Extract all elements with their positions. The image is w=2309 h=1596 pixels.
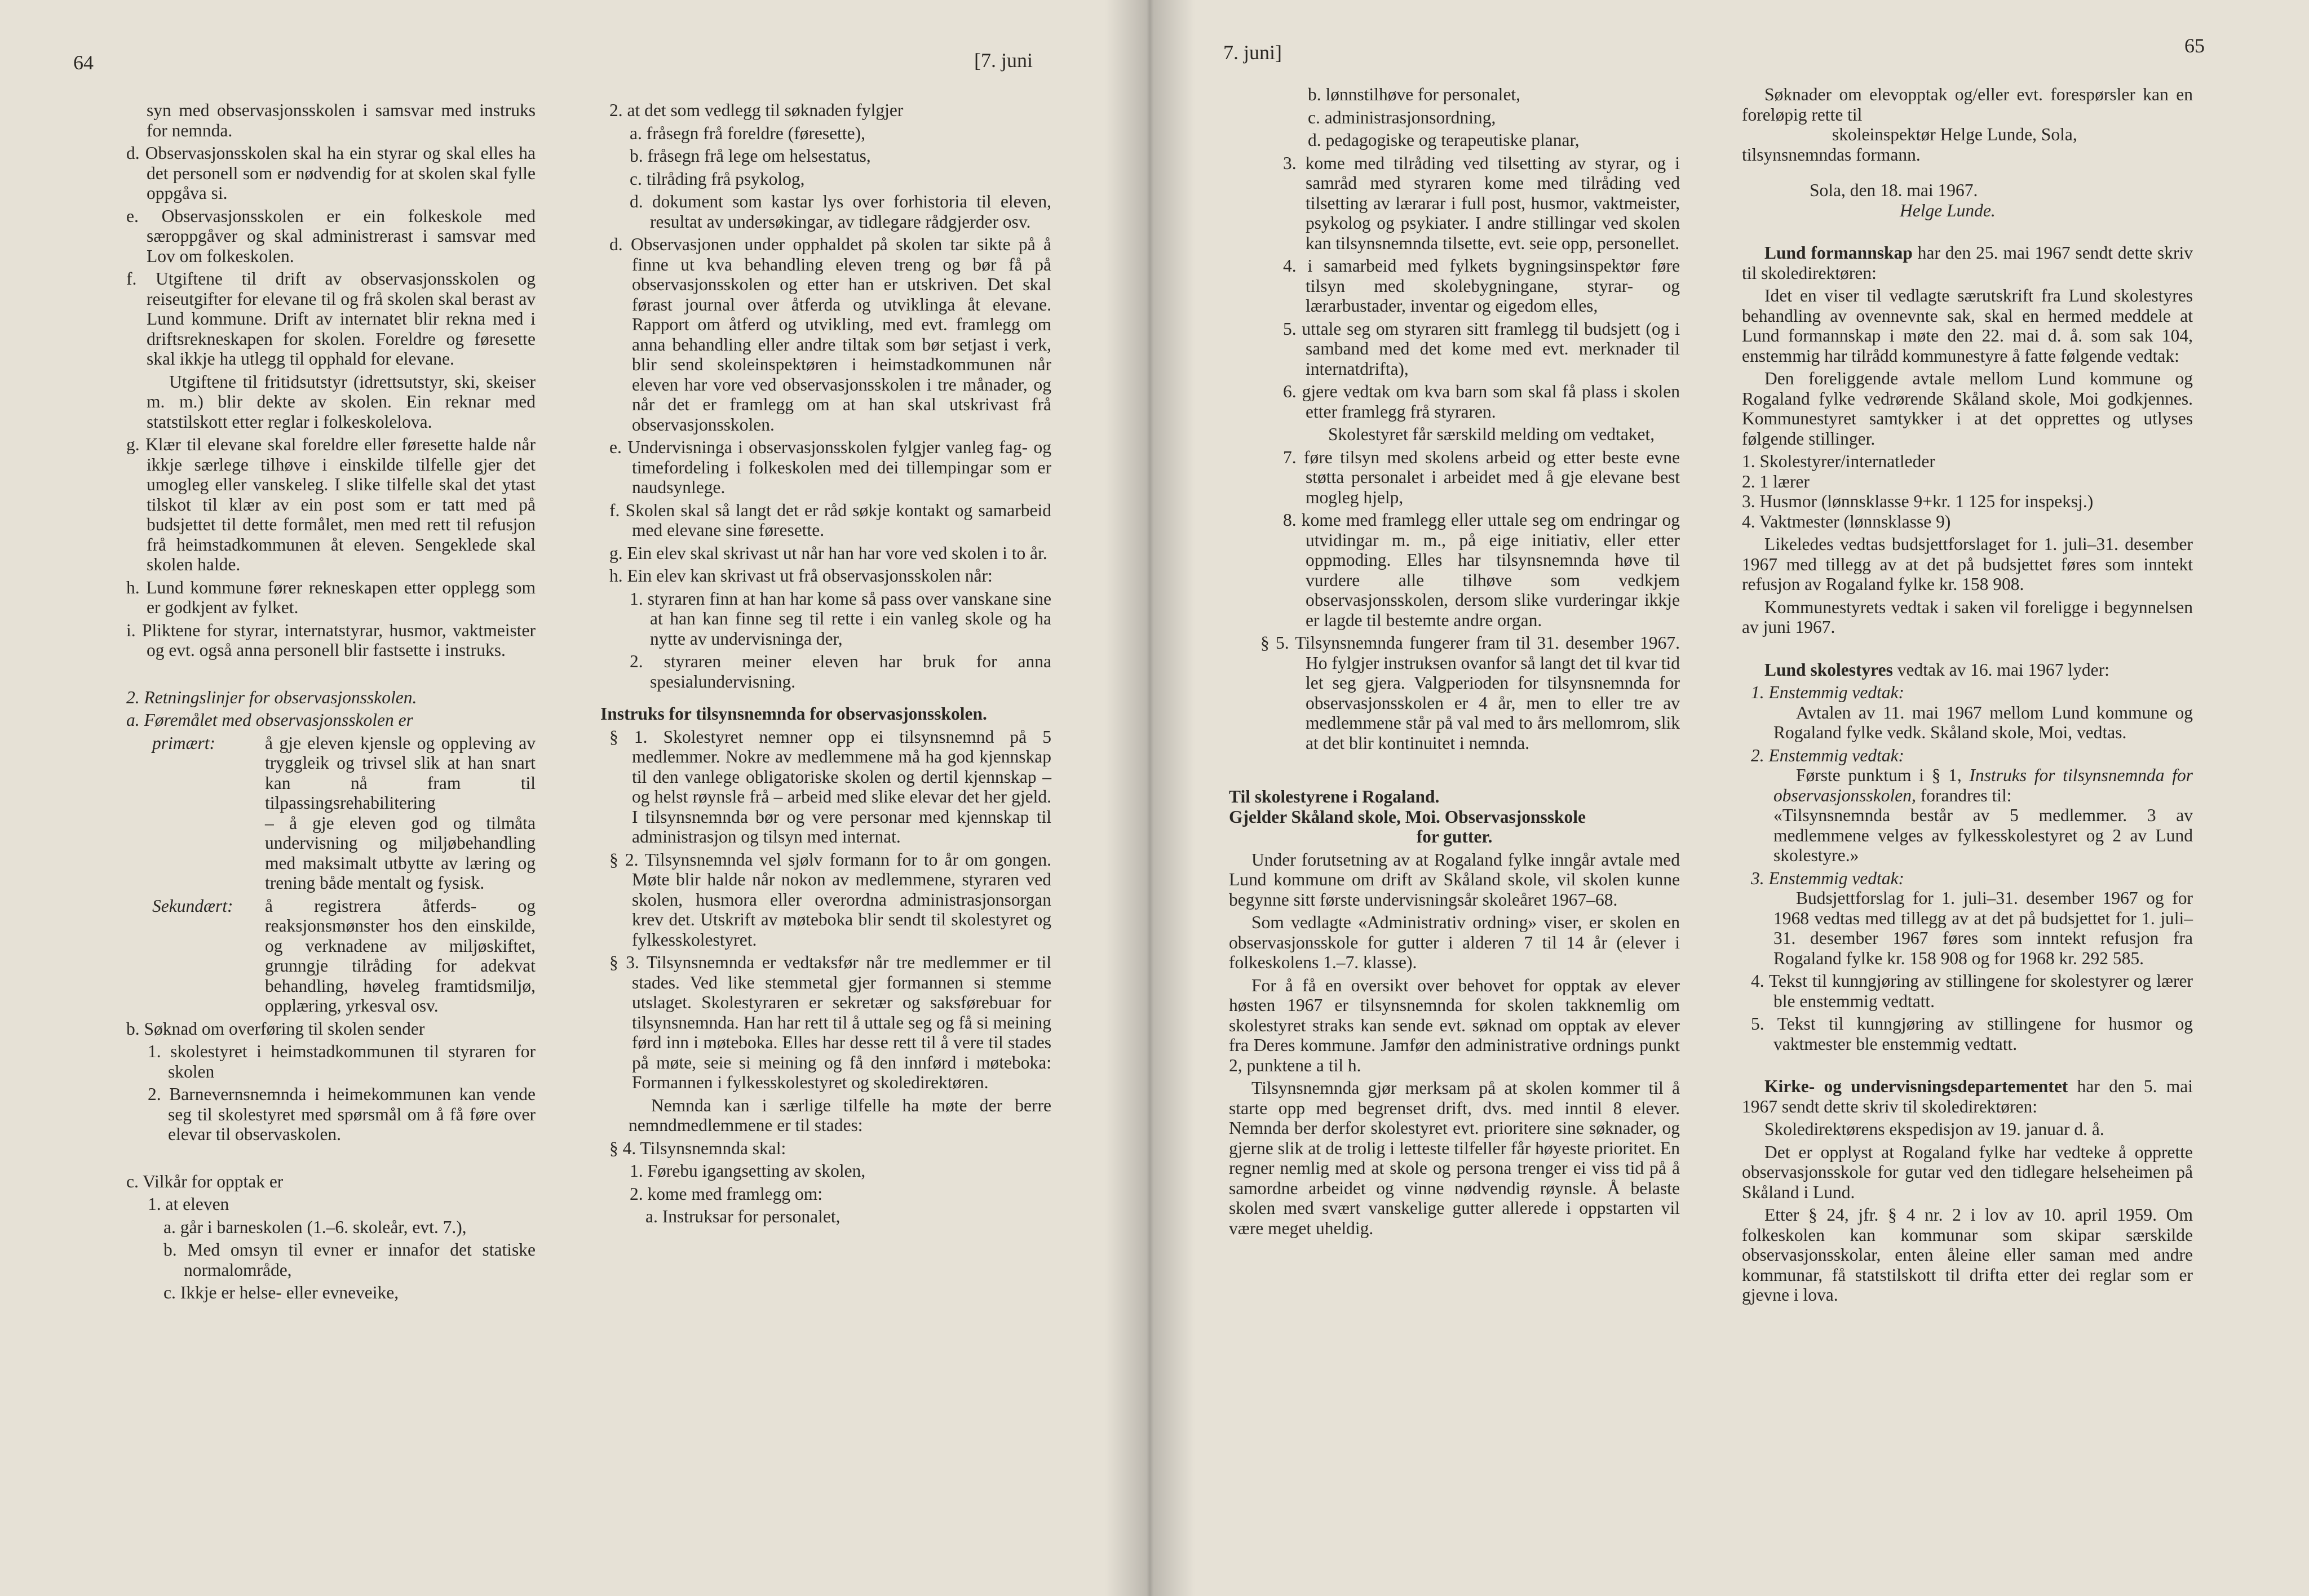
paragraph: Etter § 24, jfr. § 4 nr. 2 i lov av 10. april 1959. Om folkeskolen kan kommunar som skipar særskilde observasjonsskolar, enten åleine eller saman med andre kommunar, få statstilskott til drifta etter dei reglar som er gjevne i lova.: [1742, 1205, 2193, 1305]
list-item: a. Føremålet med observasjonsskolen er: [126, 710, 413, 730]
paragraph-lead: Lund formannskap: [1764, 243, 1913, 263]
list-item: 1. at eleven: [148, 1194, 229, 1214]
paragraph: § 2. Tilsynsnemnda vel sjølv formann for to år om gongen. Møte blir halde når nokon av medlemmene, styraren ved skolen, husmora eller overordna administrasjonsorgan krev det. Utskrift av møteboka blir sendt til skolestyret og fylkesskolestyret.: [609, 849, 1051, 950]
definition-text: å registrera åtferds- og reaksjonsmønster hos den einskilde, og verknadene av miljøskiftet, grunngje tilråding for adekvat behandling, høveleg framtidsmiljø, opplæring, yrkesval osv.: [265, 895, 536, 1016]
paragraph-text: Første punktum i § 1,: [1796, 765, 1962, 785]
list-item: 1. styraren finn at han har kome så pass over vanskane sine at han kan finne seg til rette i ein vanleg skole og ha nytte av undervisninga der,: [630, 588, 1051, 649]
paragraph: § 3. Tilsynsnemnda er vedtaksfør når tre medlemmer er til stades. Ved like stemmetal gjer formannen si stemme utslaget. Skolestyraren er sekretær og saksførebuar for tilsynsnemnda. Han har rett til å uttale seg og få si meining førd inn i møteboka. Elles har desse rett til å vere til stades på møte, seie si meining og få den innførd i møteboka: Formannen i fylkesskolestyret og skoledirektøren.: [609, 952, 1051, 1092]
list-item: d. Observasjonen under opphaldet på skolen tar sikte på å finne ut kva behandling eleven treng og bør få på observasjonsskolen og etter han er utskriven. Det skal førast journal over åtferda og utviklinga åt elevane. Rapport om åtferd og utvikling, med evt. framlegg om anna behandling eller andre tiltak som bør setjast i verk, blir send skoleinspektøren i heimstadkommunen når eleven har vore ved observasjonsskolen i tre månader, og når det er framlegg om at han skal utskrivast frå observasjonsskolen.: [609, 234, 1051, 435]
paragraph: § 1. Skolestyret nemner opp ei tilsynsnemnd på 5 medlemmer. Nokre av medlemmene må ha god kjennskap til den vanlege obligatoriske skolen og dertil kjennskap – og helst røynsle frå – arbeid med slike elevar det her gjeld. I tilsynsnemnda bør og vere personar med kjennskap til administrasjon og tilsyn med internat.: [609, 726, 1051, 846]
section-heading: 2. Retningslinjer for observasjonsskolen.: [126, 687, 417, 707]
paragraph-text: har den 5. mai 1967 sendt dette skriv til skoledirektøren:: [1742, 1076, 2193, 1116]
list-item: d. pedagogiske og terapeutiske planar,: [1308, 130, 1580, 150]
paragraph-text: har den 25. mai 1967 sendt dette skriv til skoledirektøren:: [1742, 243, 2193, 283]
definition-term: Sekundært:: [152, 895, 233, 916]
list-item: c. Ikkje er helse- eller evneveike,: [163, 1283, 399, 1302]
list-item: g. Ein elev skal skrivast ut når han har vore ved skolen i to år.: [609, 543, 1047, 563]
list-item: 3. Enstemmig vedtak:: [1751, 868, 1905, 888]
definition-text: [265, 733, 536, 893]
paragraph: Under forutsetning av at Rogaland fylke inngår avtale med Lund kommune om drift av Skåland skole, vil skolen kunne begynne sitt første undervisningsår skoleåret 1967–68.: [1229, 849, 1680, 910]
paragraph: [1742, 243, 2193, 283]
paragraph-lead: Kirke- og undervisningsdepartementet: [1764, 1076, 2068, 1096]
left-page: [0, 0, 1150, 1596]
list-item: f. Skolen skal så langt det er råd søkje kontakt og samarbeid med elevane sine føresette.: [609, 500, 1051, 540]
list-item: 2. styraren meiner eleven har bruk for anna spesialundervisning.: [630, 651, 1051, 691]
list-item: 2. 1 lærer: [1742, 471, 1810, 491]
list-item: 4. Vaktmester (lønnsklasse 9): [1742, 511, 1951, 531]
list-item: 7. føre tilsyn med skolens arbeid og etter beste evne støtta personalet i arbeidet med å gje elevane best mogleg hjelp,: [1283, 447, 1680, 507]
list-item: 2. Enstemmig vedtak:: [1751, 745, 1905, 765]
paragraph: [1742, 1076, 2193, 1116]
definition-primary: [118, 733, 536, 893]
paragraph: § 5. Tilsynsnemnda fungerer fram til 31. desember 1967. Ho fylgjer instruksen ovanfor så langt det til kvar tid let seg gjera. Valgperioden for tilsynsnemnda for observasjonsskolen er 4 år, men to eller tre av medlemmene står på val med to års mellomrom, slik at det blir kontinuitet i nemnda.: [1260, 633, 1680, 753]
list-item: a. går i barneskolen (1.–6. skoleår, evt. 7.),: [163, 1217, 467, 1237]
running-head: [7. juni: [974, 49, 1033, 72]
list-item: 1. Enstemmig vedtak:: [1751, 682, 1905, 702]
definition-line: å gje eleven kjensle og oppleving av tryggleik og trivsel slik at han snart kan nå fram til tilpassingsrehabilitering: [265, 733, 536, 813]
list-item: 5. Tekst til kunngjøring av stillingene for husmor og vaktmester ble enstemmig vedtatt.: [1751, 1014, 2193, 1054]
address-line: tilsynsnemndas formann.: [1742, 144, 1921, 165]
right-page-column-2: [1742, 85, 2193, 1308]
paragraph: «Tilsynsnemnda består av 5 medlemmer. 3 av medlemmene velges av fylkesskolestyret og 2 av Lund skolestyre.»: [1773, 805, 2193, 865]
list-item: b. Søknad om overføring til skolen sender: [126, 1018, 425, 1039]
list-item: f. Utgiftene til drift av observasjonsskolen og reiseutgifter for elevane til og frå skolen skal berast av Lund kommune. Drift av internatet blir rekna med i driftsrekneskapen for skolen. Foreldre og føresette skal ikkje ha utlegg til opphald for elevane.: [126, 269, 536, 369]
paragraph: [1742, 765, 2193, 805]
paragraph: Kommunestyrets vedtak i saken vil foreligge i begynnelsen av juni 1967.: [1742, 597, 2193, 637]
list-item: 1. skolestyret i heimstadkommunen til styraren for skolen: [148, 1041, 536, 1081]
paragraph-lead: Lund skolestyres: [1764, 659, 1893, 680]
paragraph: Som vedlagte «Administrativ ordning» viser, er skolen en observasjonsskole for gutter i alderen 7 til 14 år (elever i folkeskolens 1.–7. klasse).: [1229, 912, 1680, 972]
section-heading: for gutter.: [1416, 827, 1493, 846]
paragraph-text: forandres til:: [1920, 785, 2012, 805]
list-item: 2. Barnevernsnemnda i heimekommunen kan vende seg til skolestyret med spørsmål om å få føre over elevar til observaskolen.: [148, 1084, 536, 1144]
list-item: b. Med omsyn til evner er innafor det statiske normalområde,: [163, 1240, 536, 1280]
list-item: 5. uttale seg om styraren sitt framlegg til budsjett (og i samband med det kome med evt. merknader til internatdrifta),: [1283, 318, 1680, 379]
list-item: 6. gjere vedtak om kva barn som skal få plass i skolen etter framlegg frå styraren.: [1283, 382, 1680, 422]
page-number: 64: [73, 51, 94, 74]
paragraph: Nemnda kan i særlige tilfelle ha møte der berre nemndmedlemmene er til stades:: [629, 1095, 1051, 1135]
definition-term: primært:: [152, 733, 216, 753]
definition-line: – å gje eleven god og tilmåta undervisning og miljøbehandling med maksimalt utbytte av læring og trening både mentalt og fysisk.: [265, 813, 536, 893]
paragraph: Avtalen av 11. mai 1967 mellom Lund kommune og Rogaland fylke vedk. Skåland skole, Moi, vedtas.: [1773, 702, 2193, 742]
paragraph: [1742, 660, 2193, 680]
paragraph: Det er opplyst at Rogaland fylke har vedteke å opprette observasjonsskole for gutar ved den tidlegare helseheimen på Skåland i Lund.: [1742, 1142, 2193, 1202]
section-heading: Gjelder Skåland skole, Moi. Observasjonsskole: [1229, 806, 1586, 827]
list-item: h. Lund kommune fører rekneskapen etter opplegg som er godkjent av fylket.: [126, 577, 536, 617]
paragraph-text: vedtak av 16. mai 1967 lyder:: [1897, 659, 2109, 680]
list-item: c. tilråding frå psykolog,: [630, 169, 805, 189]
paragraph: Søknader om elevopptak og/eller evt. forespørsler kan en foreløpig rette til: [1742, 85, 2193, 125]
list-item: h. Ein elev kan skrivast ut frå observasjonsskolen når:: [609, 566, 993, 586]
paragraph: Budsjettforslag for 1. juli–31. desember 1967 og for 1968 vedtas med tillegg av at det på budsjettet for 1. juli–31. desember 1967 føres som inntekt refusjon fra Rogaland fylke kr. 158 908 og for 1968 kr. 292 585.: [1773, 888, 2193, 968]
paragraph: syn med observasjonsskolen i samsvar med instruks for nemnda.: [147, 100, 536, 140]
list-item: i. Pliktene for styrar, internatstyrar, husmor, vaktmeister og evt. også anna personell blir fastsette i instruks.: [126, 620, 536, 660]
list-item: 4. Tekst til kunngjøring av stillingene for skolestyrer og lærer ble enstemmig vedtatt.: [1751, 971, 2193, 1011]
paragraph: Skolestyret får særskild melding om vedtaket,: [1328, 424, 1655, 444]
list-item: d. Observasjonsskolen skal ha ein styrar og skal elles ha det personell som er nødvendig for at skolen skal fylle oppgåva si.: [126, 143, 536, 203]
list-item: 8. kome med framlegg eller uttale seg om endringar og utvidingar m. m., på eige initiativ, eller etter oppmoding. Elles har tilsynsnemnda høve til vurdere alle tilhøve som vedkjem observasjonsskolen, dersom slike vurderingar ikkje er lagde til bestemte andre organ.: [1283, 510, 1680, 630]
page-number: 65: [2184, 34, 2205, 57]
paragraph: Likeledes vedtas budsjettforslaget for 1. juli–31. desember 1967 med tillegg av at det på budsjettet føres som inntekt refusjon av Rogaland fylke kr. 158 908.: [1742, 534, 2193, 594]
paragraph: Idet en viser til vedlagte særutskrift fra Lund skolestyres behandling av ovennevnte sak, skal en hermed meddele at Lund formannskap i møte den 22. mai d. å. som sak 104, enstemmig har tilrådd kommunestyre å fatte følgende vedtak:: [1742, 286, 2193, 366]
list-item: a. Instruksar for personalet,: [645, 1207, 841, 1226]
left-page-column-2: [600, 100, 1051, 1230]
list-item: 3. Husmor (lønnsklasse 9+kr. 1 125 for inspeksj.): [1742, 491, 2094, 511]
list-item: c. Vilkår for opptak er: [126, 1171, 284, 1191]
paragraph: Skoledirektørens ekspedisjon av 19. januar d. å.: [1764, 1119, 2104, 1139]
paragraph-emphasis: Instruks for tilsynsnemnda for observasjonsskolen,: [1773, 765, 2193, 805]
paragraph: For å få en oversikt over behovet for opptak av elever høsten 1967 er tilsynsnemnda for skolen takknemlig om skolestyret straks kan sende evt. søknad om opptak av elever fra Deres kommune. Jamfør den administrative ordnings punkt 2, punktene a til h.: [1229, 975, 1680, 1075]
address-line: skoleinspektør Helge Lunde, Sola,: [1832, 125, 2077, 144]
list-item: b. lønnstilhøve for personalet,: [1308, 85, 1521, 104]
list-item: e. Undervisninga i observasjonsskolen fylgjer vanleg fag- og timefordeling i folkeskolen med dei tillempingar som er naudsynlege.: [609, 437, 1051, 497]
signature: Helge Lunde.: [1900, 200, 1996, 220]
list-item: 1. Førebu igangsetting av skolen,: [630, 1161, 866, 1181]
definition-secondary: [118, 896, 536, 1016]
right-page-column-1: [1229, 85, 1680, 1241]
list-item: b. fråsegn frå lege om helsestatus,: [630, 146, 871, 166]
list-item: g. Klær til elevane skal foreldre eller føresette halde når ikkje særlege tilhøve i einskilde tilfelle gjer det umogleg eller vanskeleg. I slike tilfelle skal det ytast tilskot til klær av ein post som er tatt med på budsjettet til dette formålet, men med rett til refusjon frå heimstadkommunen åt eleven. Sengeklede skal skolen halde.: [126, 435, 536, 574]
list-item: d. dokument som kastar lys over forhistoria til eleven, resultat av undersøkingar, av tidlegare rådgjerder osv.: [630, 192, 1051, 232]
paragraph: Den foreliggende avtale mellom Lund kommune og Rogaland fylke vedrørende Skåland skole, Moi godkjennes. Kommunestyret samtykker i at det opprettes og utlyses følgende stillinger.: [1742, 369, 2193, 449]
running-head: 7. juni]: [1223, 41, 1282, 64]
paragraph: Utgiftene til fritidsutstyr (idrettsutstyr, ski, skeiser m. m.) blir dekte av skolen. Ein reknar med statstilskott etter reglar i folkeskolelova.: [147, 371, 536, 432]
date-line: Sola, den 18. mai 1967.: [1810, 180, 1978, 200]
list-item: 1. Skolestyrer/internatleder: [1742, 451, 1935, 471]
paragraph: Tilsynsnemnda gjør merksam på at skolen kommer til å starte opp med begrenset drift, dvs. med inntil 8 elever. Nemnda ber derfor skolestyret evt. prioritere sine søknader, og gjerne slik at de trolig i letteste tilfeller får høyeste prioritet. En regner nemlig med at skole og persona trenger ei viss tid på å samordne arbeidet og vinne nødvendig røynsle. Å belaste skolen med svært vanskelige gutter allerede i oppstarten vil være meget uheldig.: [1229, 1078, 1680, 1238]
list-item: c. administrasjonsordning,: [1308, 107, 1496, 127]
list-item: 4. i samarbeid med fylkets bygningsinspektør føre tilsyn med skolebygningane, styrar- og lærarbustader, inventar og eigedom elles,: [1283, 256, 1680, 316]
list-item: a. fråsegn frå foreldre (føresette),: [630, 123, 865, 143]
list-item: 3. kome med tilråding ved tilsetting av styrar, og i samråd med styraren kome med tilråding ved tilsetting av lærarar i full post, husmor, vaktmeister, psykolog og psykiater. I andre stillingar ved skolen kan tilsynsnemnda tilsette, evt. seie opp, personellet.: [1283, 153, 1680, 253]
right-page: [1150, 0, 2309, 1596]
list-item: 2. at det som vedlegg til søknaden fylgjer: [609, 100, 904, 120]
section-heading: Til skolestyrene i Rogaland.: [1229, 787, 1440, 806]
section-heading: Instruks for tilsynsnemnda for observasjonsskolen.: [600, 704, 987, 724]
left-page-column-1: [118, 100, 536, 1306]
list-item: 2. kome med framlegg om:: [630, 1183, 823, 1204]
list-item: e. Observasjonsskolen er ein folkeskole med særoppgåver og skal administrerast i samsvar med Lov om folkeskolen.: [126, 206, 536, 266]
paragraph: § 4. Tilsynsnemnda skal:: [609, 1138, 786, 1158]
